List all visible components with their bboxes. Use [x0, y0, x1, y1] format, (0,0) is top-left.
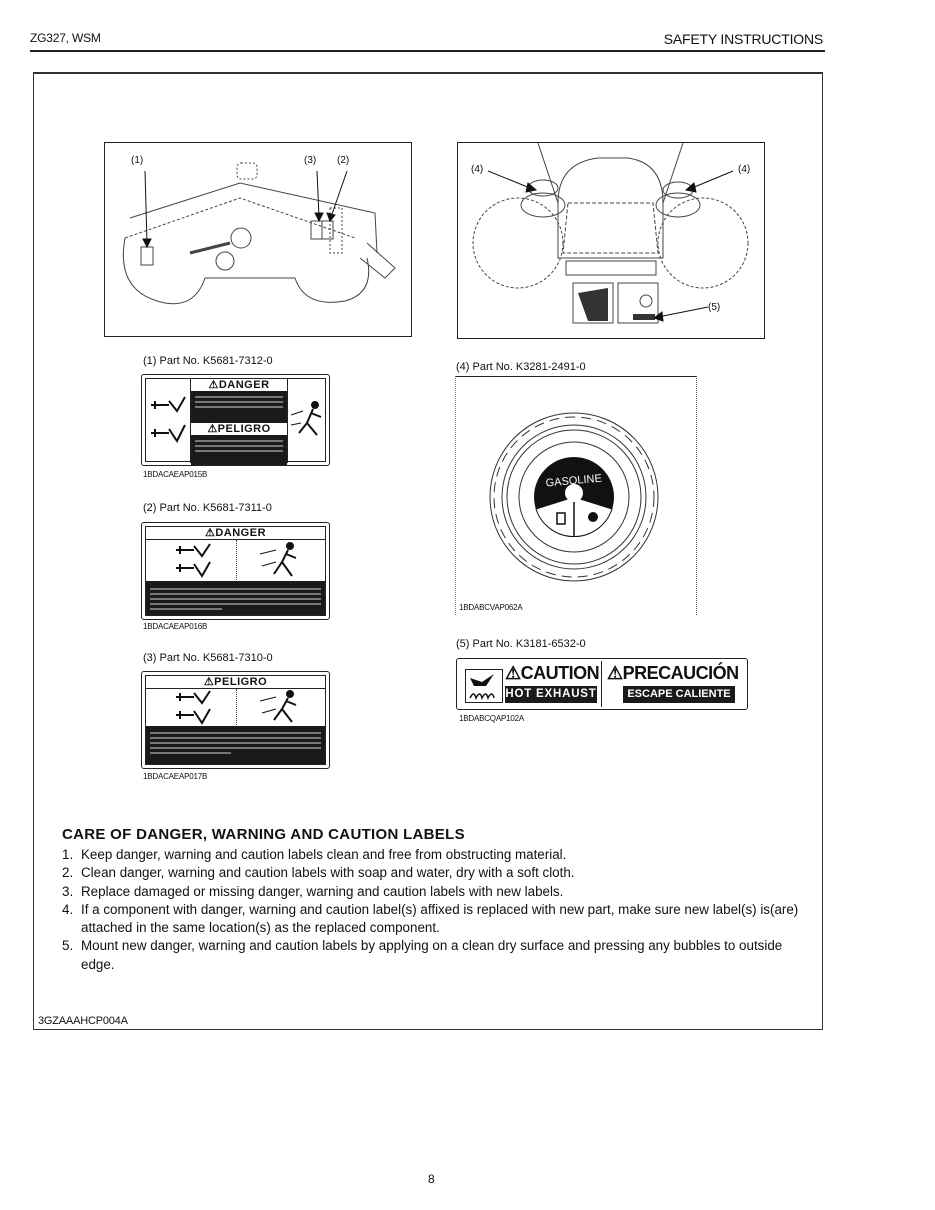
callout-1: (1) — [131, 155, 144, 166]
page-number: 8 — [428, 1172, 435, 1186]
label-4-image-code: 1BDABCVAP062A — [459, 603, 523, 612]
header-divider — [30, 50, 825, 52]
hand-burn-icon — [466, 670, 502, 702]
danger-message-block — [191, 391, 287, 423]
signal-word-danger: ⚠DANGER — [146, 527, 325, 540]
danger-message-block — [146, 581, 325, 615]
signal-word-caution: ⚠CAUTION — [505, 663, 600, 683]
label-1-caption: (1) Part No. K5681-7312-0 — [143, 355, 273, 367]
caution-message: HOT EXHAUST — [505, 686, 597, 703]
care-step: 1. Keep danger, warning and caution labels clean and free from obstructing material. — [62, 847, 567, 862]
peligro-message-block — [191, 435, 287, 465]
fuel-cap-illustration — [455, 376, 697, 615]
hot-exhaust-pictogram — [465, 669, 503, 703]
fuel-cap-drawing — [456, 377, 696, 613]
signal-word-peligro: ⚠PELIGRO — [207, 423, 271, 435]
mower-deck-illustration — [104, 142, 412, 337]
callout-4-right: (4) — [738, 164, 751, 175]
label-4-caption: (4) Part No. K3281-2491-0 — [456, 361, 586, 373]
section-code: 3GZAAAHCP004A — [38, 1015, 128, 1027]
running-person-icon — [289, 395, 325, 445]
label-divider — [601, 661, 602, 707]
care-step: 2. Clean danger, warning and caution labels with soap and water, dry with a soft cloth. — [62, 865, 575, 881]
care-step: 5. Mount new danger, warning and caution labels by applying on a clean dry surface and pressing any bubbles to outside edge. — [62, 938, 783, 972]
label-3-image-code: 1BDACAEAP017B — [143, 772, 208, 781]
label-5-image-code: 1BDABCQAP102A — [459, 714, 524, 723]
care-section-title: CARE OF DANGER, WARNING AND CAUTION LABELS — [62, 826, 465, 843]
care-step: 3. Replace damaged or missing danger, warning and caution labels with new labels. — [62, 883, 564, 899]
label-2-image-code: 1BDACAEAP016B — [143, 622, 208, 631]
label-1-image-code: 1BDACAEAP015B — [143, 470, 208, 479]
thrown-object-pictogram — [289, 395, 325, 445]
care-step: 4. If a component with danger, warning and caution label(s) affixed is replaced with new part, make sure new label(s) is(are) attached in the same location(s) as the replaced component. — [62, 901, 799, 936]
hand-warning-pictogram — [149, 385, 187, 457]
hand-warning-pictogram — [146, 689, 237, 725]
tractor-rear-illustration — [457, 142, 765, 339]
callout-4-left: (4) — [471, 164, 484, 175]
running-person-icon — [238, 540, 326, 580]
label-3-caption: (3) Part No. K5681-7310-0 — [143, 652, 273, 664]
signal-word-precaucion: ⚠PRECAUCIÓN — [607, 663, 739, 683]
callout-5: (5) — [708, 302, 721, 313]
callout-3: (3) — [304, 155, 317, 166]
label-2-caption: (2) Part No. K5681-7311-0 — [143, 502, 272, 514]
thrown-object-pictogram — [238, 689, 326, 725]
label-3-peligro — [141, 671, 330, 769]
hand-warning-pictogram — [146, 540, 237, 580]
precaucion-message: ESCAPE CALIENTE — [623, 686, 735, 703]
label-5-caution — [456, 658, 748, 710]
hand-hazard-icon — [146, 689, 236, 725]
label-5-caption: (5) Part No. K3181-6532-0 — [456, 638, 586, 650]
hand-hazard-icon — [146, 540, 236, 580]
signal-word-danger: ⚠DANGER — [208, 379, 270, 391]
engine-icon — [588, 512, 598, 522]
running-person-icon — [238, 689, 326, 725]
document-id: ZG327, WSM — [30, 31, 101, 45]
care-steps-list — [62, 846, 822, 974]
gasoline-text: GASOLINE — [545, 472, 603, 490]
hand-hazard-icon — [149, 385, 187, 457]
peligro-message-block — [146, 726, 325, 764]
signal-word-peligro: ⚠PELIGRO — [146, 676, 325, 689]
label-1-danger-peligro — [141, 374, 330, 466]
callout-2: (2) — [337, 155, 350, 166]
label-2-danger — [141, 522, 330, 620]
mower-deck-drawing — [105, 143, 411, 336]
thrown-object-pictogram — [238, 540, 326, 580]
section-title: SAFETY INSTRUCTIONS — [663, 31, 823, 47]
